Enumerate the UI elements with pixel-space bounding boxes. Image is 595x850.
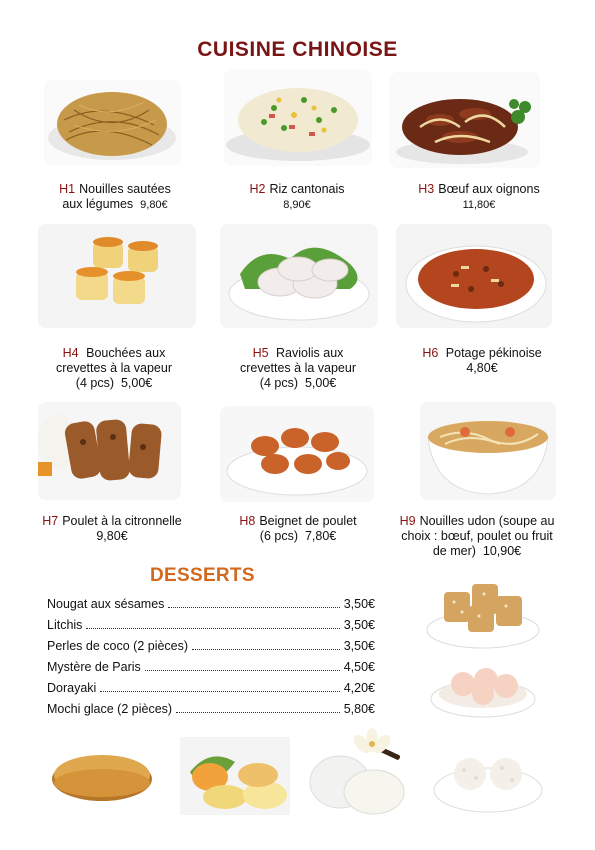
- dessert-name: Dorayaki: [47, 681, 97, 695]
- dessert-row: [47, 681, 375, 699]
- dish-name: Raviolis aux: [276, 346, 344, 360]
- dish-h9: [388, 514, 566, 559]
- dish-name: Bœuf aux oignons: [438, 182, 540, 196]
- photo-mochi: [180, 737, 290, 815]
- dish-name: Poulet à la citronnelle: [62, 514, 182, 528]
- photo-h8-fried-chicken: [220, 406, 374, 502]
- photo-h2-fried-rice: [224, 70, 372, 166]
- dish-name-2: crevettes à la vapeur: [239, 361, 357, 375]
- dessert-price: 5,80€: [343, 702, 375, 716]
- photo-sesame-nougat: [424, 570, 542, 652]
- dish-name: Bouchées aux: [86, 346, 166, 360]
- desserts-title: DESSERTS: [150, 565, 255, 586]
- dish-name: Riz cantonais: [269, 182, 345, 196]
- dish-h8: [214, 514, 382, 544]
- photo-coco-pearls: [430, 740, 546, 818]
- dish-code: H8: [239, 514, 256, 528]
- dish-price: 10,90€: [482, 544, 522, 558]
- dish-code: H2: [249, 182, 266, 196]
- dish-code: H6: [422, 346, 439, 360]
- dish-name-2: crevettes à la vapeur: [55, 361, 173, 375]
- dish-name: Nouilles udon (soupe au: [419, 514, 555, 528]
- dessert-row: [47, 597, 375, 615]
- dessert-name: Litchis: [47, 618, 83, 632]
- dish-code: H5: [252, 346, 269, 360]
- dessert-price: 4,50€: [343, 660, 375, 674]
- dish-price: 9,80€: [140, 199, 168, 211]
- dessert-price: 3,50€: [343, 597, 375, 611]
- dessert-name: Mochi glace (2 pièces): [47, 702, 173, 716]
- menu-title: CUISINE CHINOISE: [197, 38, 398, 61]
- dessert-name: Nougat aux sésames: [47, 597, 165, 611]
- dish-name-2: choix : bœuf, poulet ou fruit: [401, 529, 553, 543]
- dish-h1: [40, 182, 190, 213]
- dish-h3: [398, 182, 560, 213]
- photo-h6-soup: [396, 224, 552, 328]
- photo-h3-beef: [390, 72, 540, 168]
- dessert-row: [47, 618, 375, 636]
- dessert-row: [47, 702, 375, 720]
- dish-name-2: (6 pcs): [259, 529, 298, 543]
- dish-name: Potage pékinoise: [445, 346, 542, 360]
- dish-price: 5,00€: [304, 376, 337, 390]
- dish-price: 4,80€: [466, 361, 498, 375]
- dessert-name: Perles de coco (2 pièces): [47, 639, 189, 653]
- photo-h7-chicken: [38, 402, 181, 500]
- leader-dots: [100, 681, 339, 692]
- dish-name-3: (4 pcs): [75, 376, 114, 390]
- photo-h1-noodles: [44, 80, 181, 166]
- dessert-price: 3,50€: [343, 639, 375, 653]
- dish-name: Beignet de poulet: [259, 514, 357, 528]
- dish-code: H7: [42, 514, 59, 528]
- dish-name-2: aux légumes: [62, 197, 134, 211]
- photo-h4-shumai: [38, 224, 196, 328]
- dessert-row: [47, 660, 375, 678]
- dish-h6: [398, 346, 566, 376]
- dish-price: 8,90€: [283, 199, 311, 211]
- dessert-price: 3,50€: [343, 618, 375, 632]
- dish-price: 11,80€: [462, 199, 496, 211]
- dish-name-3: de mer): [432, 544, 476, 558]
- dish-code: H4: [62, 346, 79, 360]
- dish-code: H1: [59, 182, 76, 196]
- leader-dots: [86, 618, 339, 629]
- dish-price: 9,80€: [96, 529, 128, 543]
- leader-dots: [168, 597, 339, 608]
- dish-price: 5,00€: [120, 376, 153, 390]
- dish-code: H9: [399, 514, 416, 528]
- dessert-price: 4,20€: [343, 681, 375, 695]
- dessert-row: [47, 639, 375, 657]
- dessert-name: Mystère de Paris: [47, 660, 141, 674]
- dish-h4: [30, 346, 198, 391]
- photo-h9-udon: [420, 402, 556, 500]
- photo-mystere-de-paris: [302, 726, 412, 820]
- leader-dots: [176, 702, 340, 713]
- leader-dots: [192, 639, 340, 650]
- dish-code: H3: [418, 182, 435, 196]
- dish-h2: [222, 182, 372, 213]
- dish-h5: [214, 346, 382, 391]
- dish-price: 7,80€: [304, 529, 337, 543]
- photo-lychees: [428, 654, 538, 724]
- dish-name: Nouilles sautées: [79, 182, 171, 196]
- dish-name-3: (4 pcs): [259, 376, 298, 390]
- photo-dorayaki: [44, 737, 160, 819]
- leader-dots: [145, 660, 340, 671]
- dish-h7: [30, 514, 194, 544]
- photo-h5-har-gow: [220, 224, 378, 328]
